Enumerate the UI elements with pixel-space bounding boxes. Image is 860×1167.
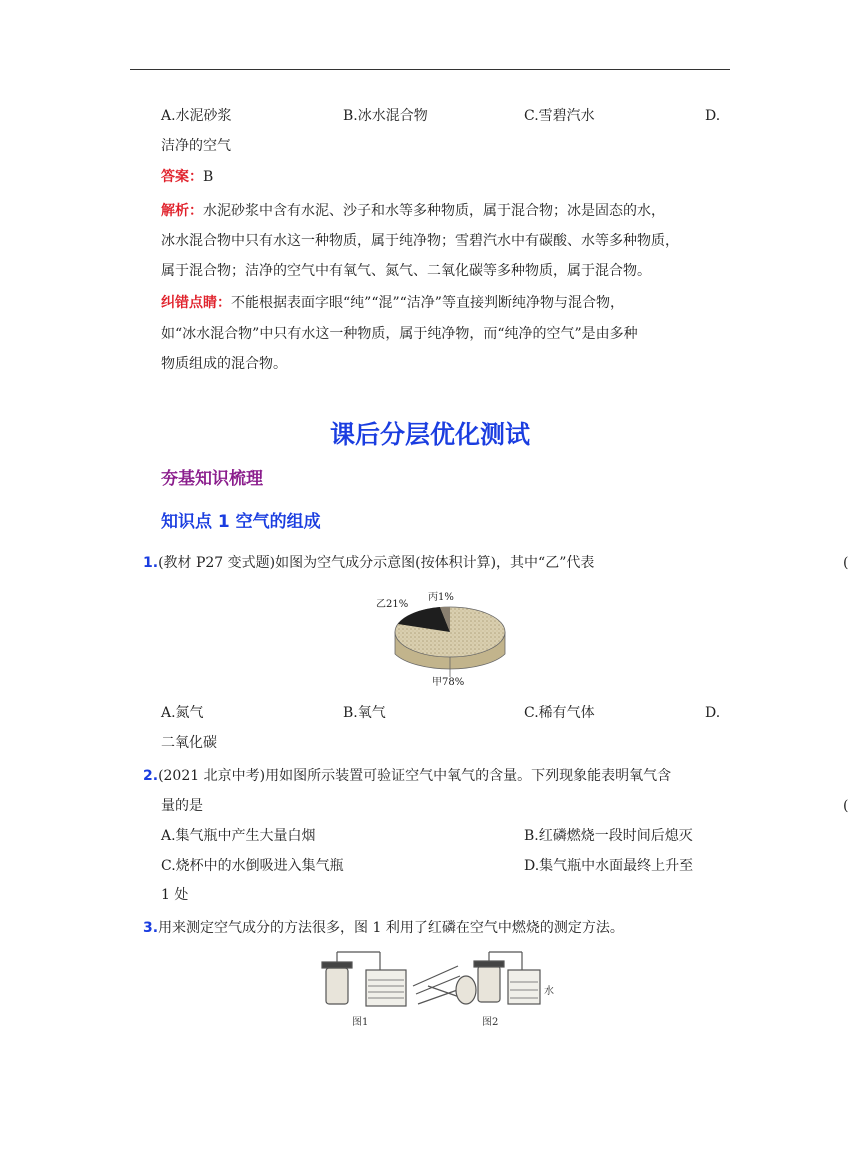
fig1-beaker (366, 970, 406, 1006)
subsection-title: 夯基知识梳理 (161, 469, 263, 489)
section-title: 课后分层优化测试 (329, 420, 530, 449)
q1-option-a: A.氮气 (161, 705, 204, 721)
q3-text: 用来测定空气成分的方法很多，图 1 利用了红磷在空气中燃烧的测定方法。 (158, 920, 624, 936)
knowledge-point-title: 知识点 1 空气的组成 (161, 512, 321, 532)
figure-1-apparatus (322, 952, 406, 1006)
answer-line (161, 167, 213, 187)
water-label: 水 (544, 986, 554, 997)
q2-number: 2. (143, 768, 159, 784)
correction-line-2: 如“冰水混合物”中只有水这一种物质，属于纯净物，而“纯净的空气”是由多种 (161, 326, 638, 342)
correction-text-1: 不能根据表面字眼“纯”“混”“洁净”等直接判断纯净物与混合物， (231, 295, 624, 311)
q1-answer-paren: ( (843, 555, 849, 571)
q1-stem (143, 553, 594, 573)
q1-option-c: C.稀有气体 (524, 705, 595, 721)
fig2-beaker (508, 970, 540, 1004)
correction-line-3: 物质组成的混合物。 (161, 356, 287, 372)
answer-value: B (203, 169, 214, 185)
q2-option-d: D.集气瓶中水面最终上升至 (524, 858, 694, 874)
q2-text-1: (2021 北京中考)用如图所示装置可验证空气中氧气的含量。下列现象能表明氧气含 (158, 768, 672, 784)
option-a: A.水泥砂浆 (161, 108, 232, 124)
option-b: B.冰水混合物 (343, 108, 428, 124)
figure-2-apparatus (413, 952, 540, 1004)
fig1-stopper (322, 962, 352, 968)
q1-text: (教材 P27 变式题)如图为空气成分示意图(按体积计算)，其中“乙”代表 (158, 555, 595, 571)
option-d: D. (705, 108, 721, 124)
analysis-line-1 (161, 201, 665, 221)
q2-stem-line-2: 量的是 (161, 798, 203, 814)
analysis-label: 解析： (161, 203, 203, 219)
q3-stem (143, 918, 624, 938)
q2-option-a: A.集气瓶中产生大量白烟 (161, 828, 316, 844)
answer-label: 答案： (161, 169, 203, 185)
label-yi: 乙21% (376, 599, 409, 610)
option-c: C.雪碧汽水 (524, 108, 595, 124)
figure-1-label: 图1 (352, 1017, 369, 1028)
analysis-line-3: 属于混合物；洁净的空气中有氧气、氮气、二氧化碳等多种物质，属于混合物。 (161, 263, 651, 279)
label-jia: 甲78% (432, 677, 465, 688)
q1-option-b: B.氧气 (343, 705, 386, 721)
q2-stem-line-1 (143, 766, 671, 786)
header-rule (130, 69, 730, 70)
correction-line-1 (161, 293, 624, 313)
fig2-gas-bottle (478, 966, 500, 1002)
q1-option-d-continued: 二氧化碳 (161, 735, 217, 751)
air-composition-pie-figure (370, 584, 510, 690)
fig2-stopper (474, 961, 504, 967)
label-bing: 丙1% (428, 592, 454, 603)
q2-option-c: C.烧杯中的水倒吸进入集气瓶 (161, 858, 344, 874)
option-d-continued: 洁净的空气 (161, 138, 231, 154)
fig1-gas-bottle (326, 968, 348, 1004)
correction-label: 纠错点睛： (161, 295, 231, 311)
fig2-flask (456, 976, 476, 1004)
figure-2-label: 图2 (482, 1017, 499, 1028)
q1-option-d: D. (705, 705, 721, 721)
analysis-line-2: 冰水混合物中只有水这一种物质，属于纯净物；雪碧汽水中有碳酸、水等多种物质， (161, 233, 679, 249)
q2-option-b: B.红磷燃烧一段时间后熄灭 (524, 828, 693, 844)
q2-answer-paren: ( (843, 798, 849, 814)
q2-option-d-continued: 1 处 (161, 887, 189, 903)
q1-number: 1. (143, 555, 159, 571)
q3-number: 3. (143, 920, 159, 936)
oxygen-apparatus-figure (318, 948, 563, 1032)
analysis-text-1: 水泥砂浆中含有水泥、沙子和水等多种物质，属于混合物；冰是固态的水， (203, 203, 665, 219)
